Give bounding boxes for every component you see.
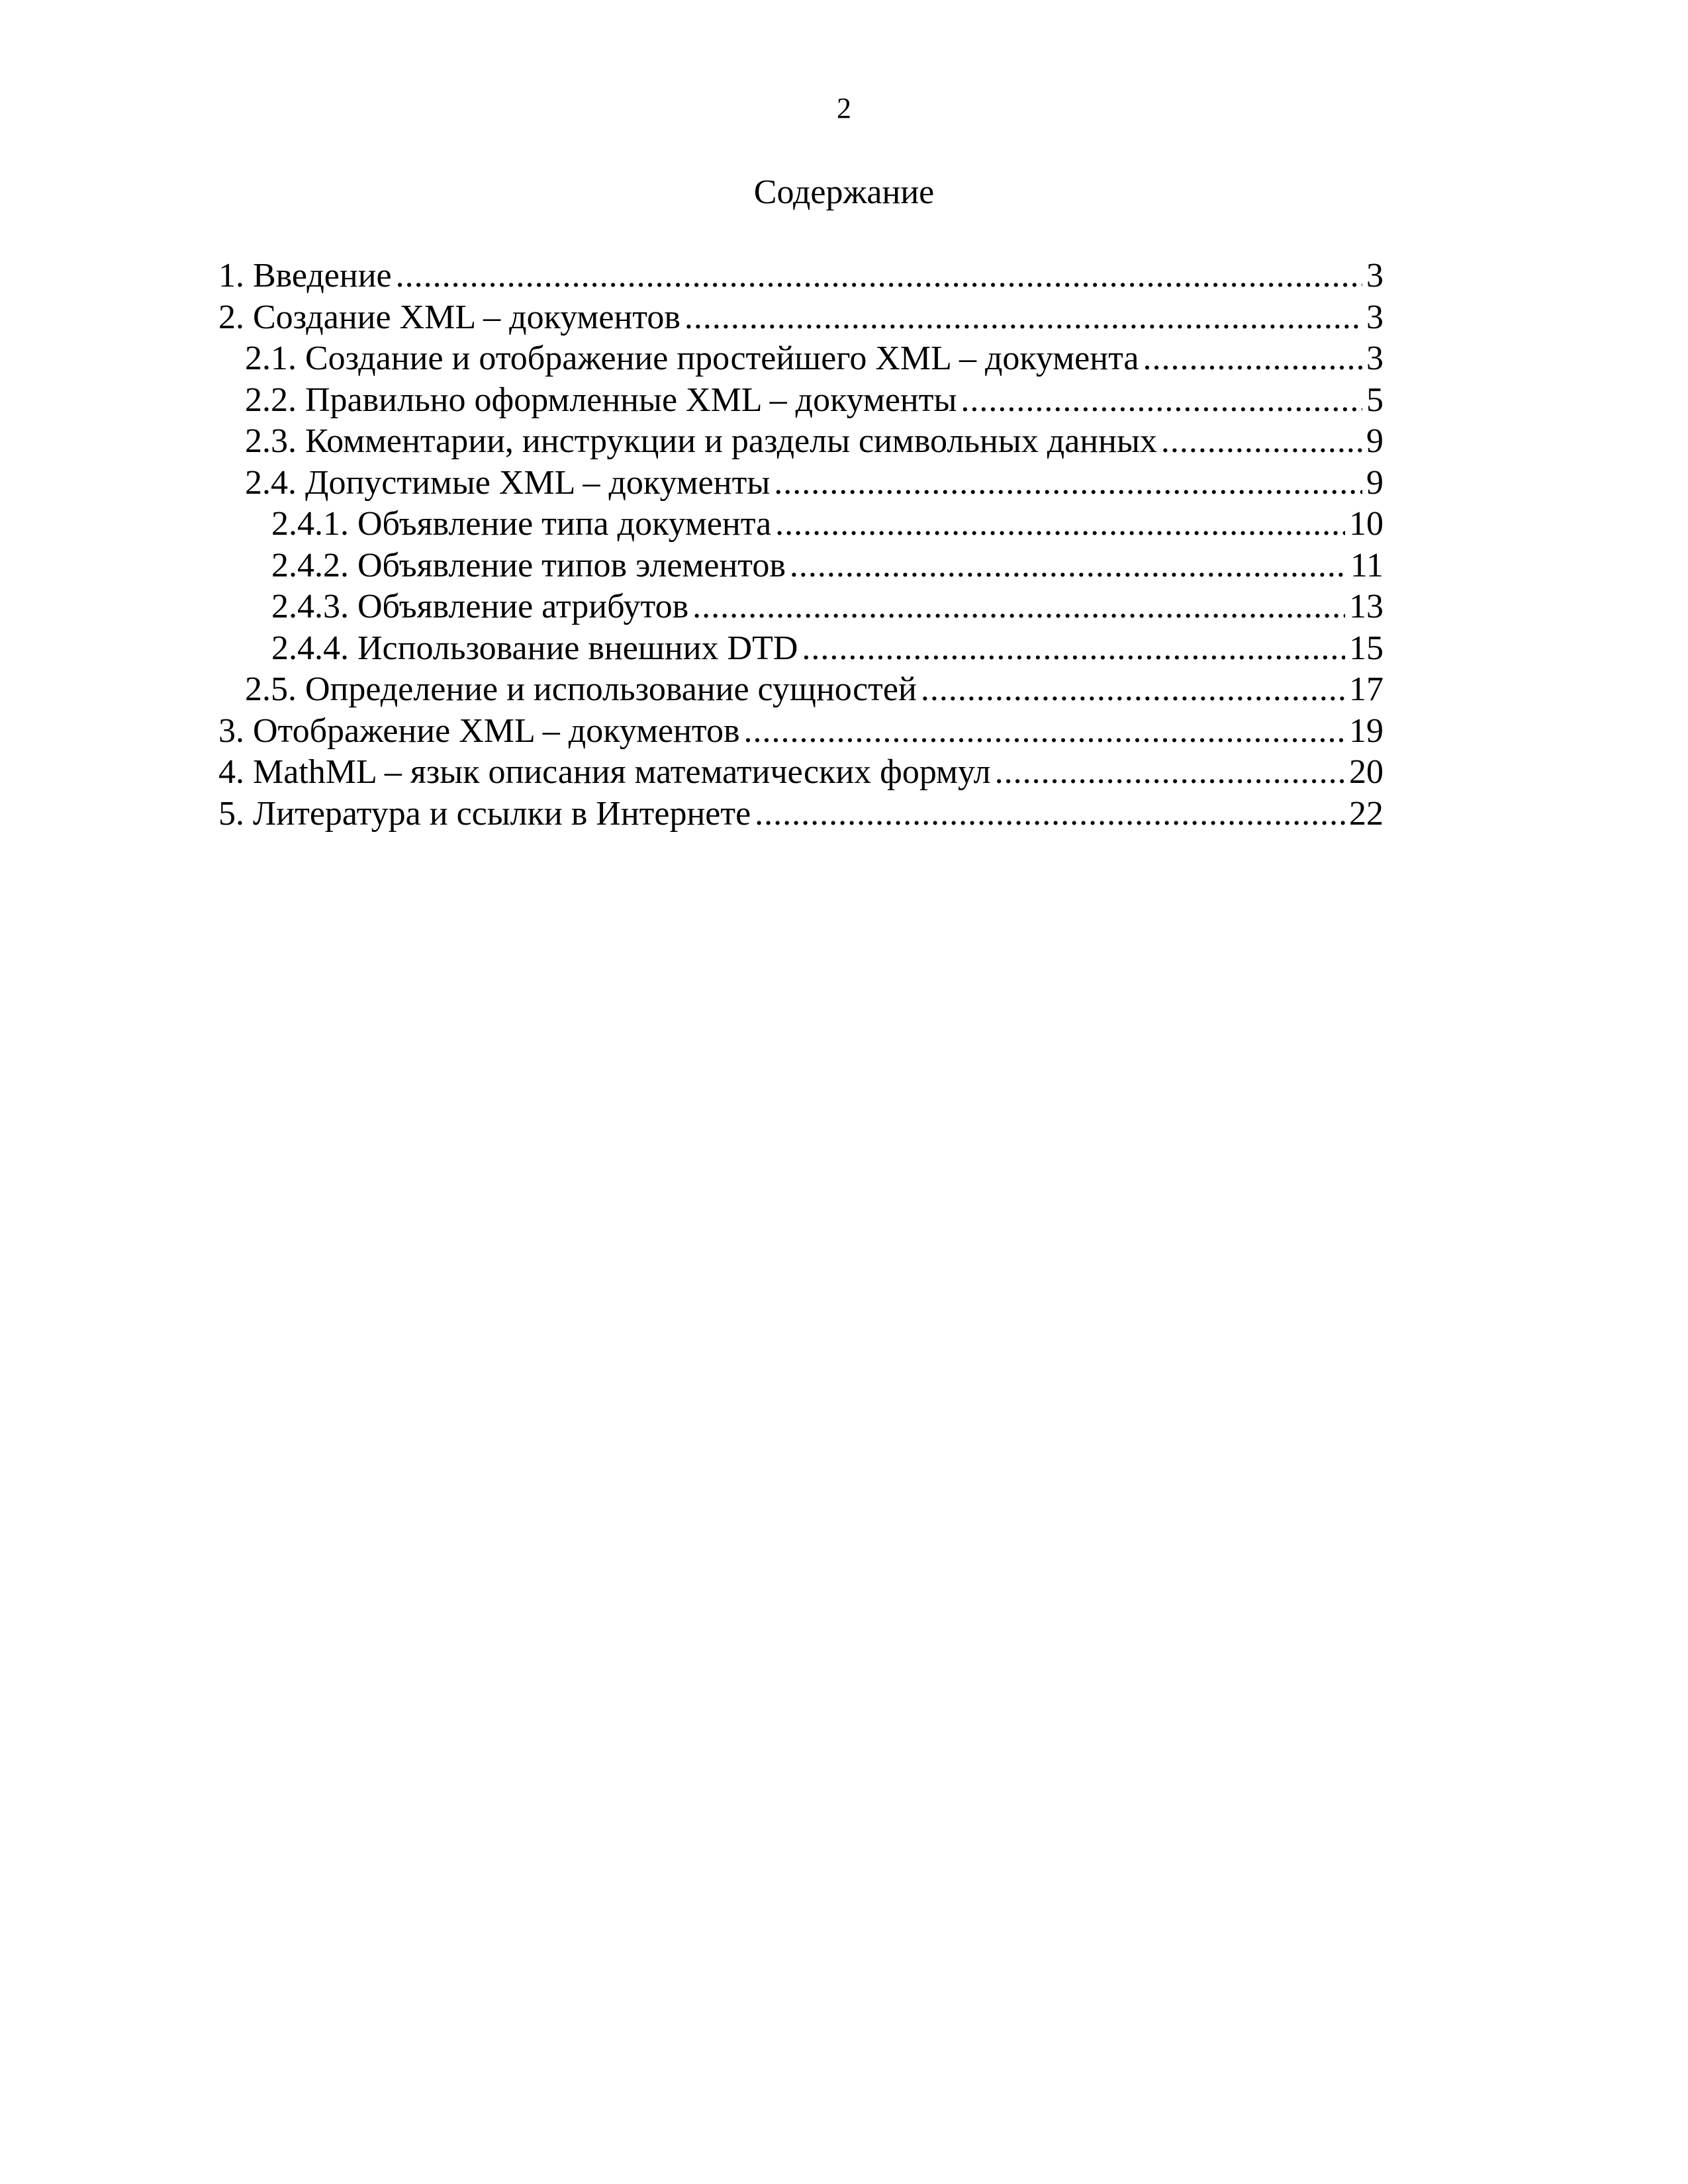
dot-leader: [921, 669, 1345, 710]
dot-leader: [1143, 338, 1362, 379]
toc-entry-creating-xml[interactable]: [218, 297, 1383, 339]
toc-entry-page: 22: [1349, 794, 1383, 833]
dot-leader: [775, 504, 1345, 545]
toc-entry-page: 11: [1350, 546, 1383, 584]
toc-entry-displaying-xml[interactable]: [218, 711, 1383, 752]
toc-entry-external-dtd[interactable]: [218, 628, 1383, 670]
toc-entry-title: 2.2. Правильно оформленные XML – документы: [245, 381, 957, 419]
dot-leader: [1161, 421, 1362, 462]
toc-entry-title: 2.4. Допустимые XML – документы: [245, 463, 771, 502]
toc-entry-page: 9: [1366, 463, 1383, 502]
dot-leader: [961, 380, 1362, 421]
toc-entry-title: 3. Отображение XML – документов: [218, 711, 740, 750]
toc-entry-page: 3: [1366, 298, 1383, 336]
dot-leader: [995, 752, 1345, 793]
toc-entry-page: 17: [1349, 670, 1383, 708]
toc-entry-title: 2.1. Создание и отображение простейшего XML – документа: [245, 340, 1139, 377]
toc-entry-page: 10: [1349, 505, 1383, 543]
toc-entry-valid-xml[interactable]: [218, 463, 1383, 504]
toc-entry-page: 9: [1366, 422, 1383, 460]
toc-entry-introduction[interactable]: [218, 255, 1383, 297]
dot-leader: [684, 297, 1362, 338]
toc-entry-doctype[interactable]: [218, 504, 1383, 545]
toc-entry-page: 5: [1366, 381, 1383, 419]
toc-heading: Содержание: [753, 173, 935, 211]
toc-entry-title: 4. MathML – язык описания математических формул: [218, 753, 991, 791]
toc-entry-literature[interactable]: [218, 794, 1383, 835]
toc-entry-mathml[interactable]: [218, 752, 1383, 794]
toc-entry-page: 3: [1366, 340, 1383, 377]
toc-entry-entities[interactable]: [218, 669, 1383, 711]
toc-entry-title: 1. Введение: [218, 257, 392, 295]
toc-entry-page: 20: [1349, 753, 1383, 791]
toc-entry-page: 3: [1366, 257, 1383, 295]
dot-leader: [774, 463, 1362, 504]
toc-entry-title: 2.4.3. Объявление атрибутов: [271, 588, 689, 625]
dot-leader: [790, 545, 1346, 586]
toc-entry-comments[interactable]: [218, 421, 1383, 463]
toc-entry-title: 2.4.4. Использование внешних DTD: [271, 629, 798, 667]
dot-leader: [755, 794, 1345, 835]
toc-entry-well-formed[interactable]: [218, 380, 1383, 422]
dot-leader: [692, 586, 1345, 627]
toc-entry-title: 5. Литература и ссылки в Интернете: [218, 794, 751, 833]
table-of-contents: [218, 255, 1383, 835]
toc-entry-title: 2.3. Комментарии, инструкции и разделы символьных данных: [245, 422, 1157, 460]
dot-leader: [396, 255, 1362, 296]
toc-entry-page: 15: [1349, 629, 1383, 667]
toc-entry-simple-xml[interactable]: [218, 338, 1383, 380]
toc-entry-element-types[interactable]: [218, 545, 1383, 587]
dot-leader: [744, 711, 1345, 752]
toc-entry-page: 19: [1349, 711, 1383, 750]
toc-entry-title: 2.4.2. Объявление типов элементов: [271, 546, 786, 584]
toc-entry-page: 13: [1349, 588, 1383, 625]
toc-entry-attributes[interactable]: [218, 586, 1383, 628]
page-number: 2: [837, 92, 851, 124]
toc-entry-title: 2.5. Определение и использование сущностей: [245, 670, 917, 708]
dot-leader: [802, 628, 1345, 669]
toc-entry-title: 2. Создание XML – документов: [218, 298, 680, 336]
toc-entry-title: 2.4.1. Объявление типа документа: [271, 505, 772, 543]
